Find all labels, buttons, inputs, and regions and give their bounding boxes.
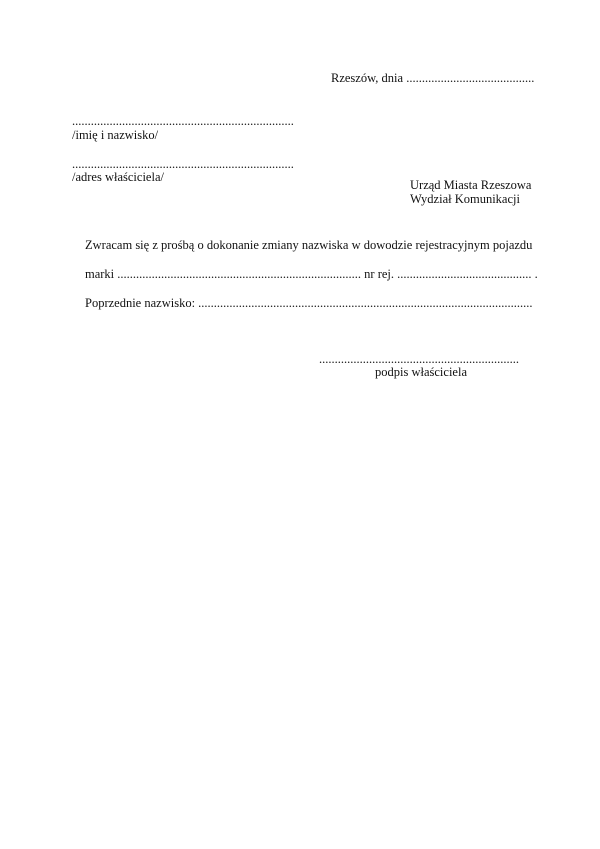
signature-label: podpis właściciela: [375, 365, 467, 379]
previous-name-line: Poprzednie nazwisko: ...........................................................................................................: [85, 296, 533, 310]
address-label: /adres właściciela/: [72, 170, 164, 184]
vehicle-make-registration-line: marki .............................................................................. nr rej. ........................................... .: [85, 267, 538, 281]
request-text: Zwracam się z prośbą o dokonanie zmiany nazwiska w dowodzie rejestracyjnym pojazdu: [85, 238, 533, 252]
name-fill-line: .......................................................................: [72, 114, 294, 128]
address-fill-line: .......................................................................: [72, 157, 294, 171]
name-label: /imię i nazwisko/: [72, 128, 159, 142]
recipient-department: Wydział Komunikacji: [410, 192, 520, 206]
recipient-office: Urząd Miasta Rzeszowa: [410, 178, 532, 192]
signature-fill-line: ................................................................: [319, 352, 519, 366]
date-line: Rzeszów, dnia .........................................: [331, 71, 535, 85]
